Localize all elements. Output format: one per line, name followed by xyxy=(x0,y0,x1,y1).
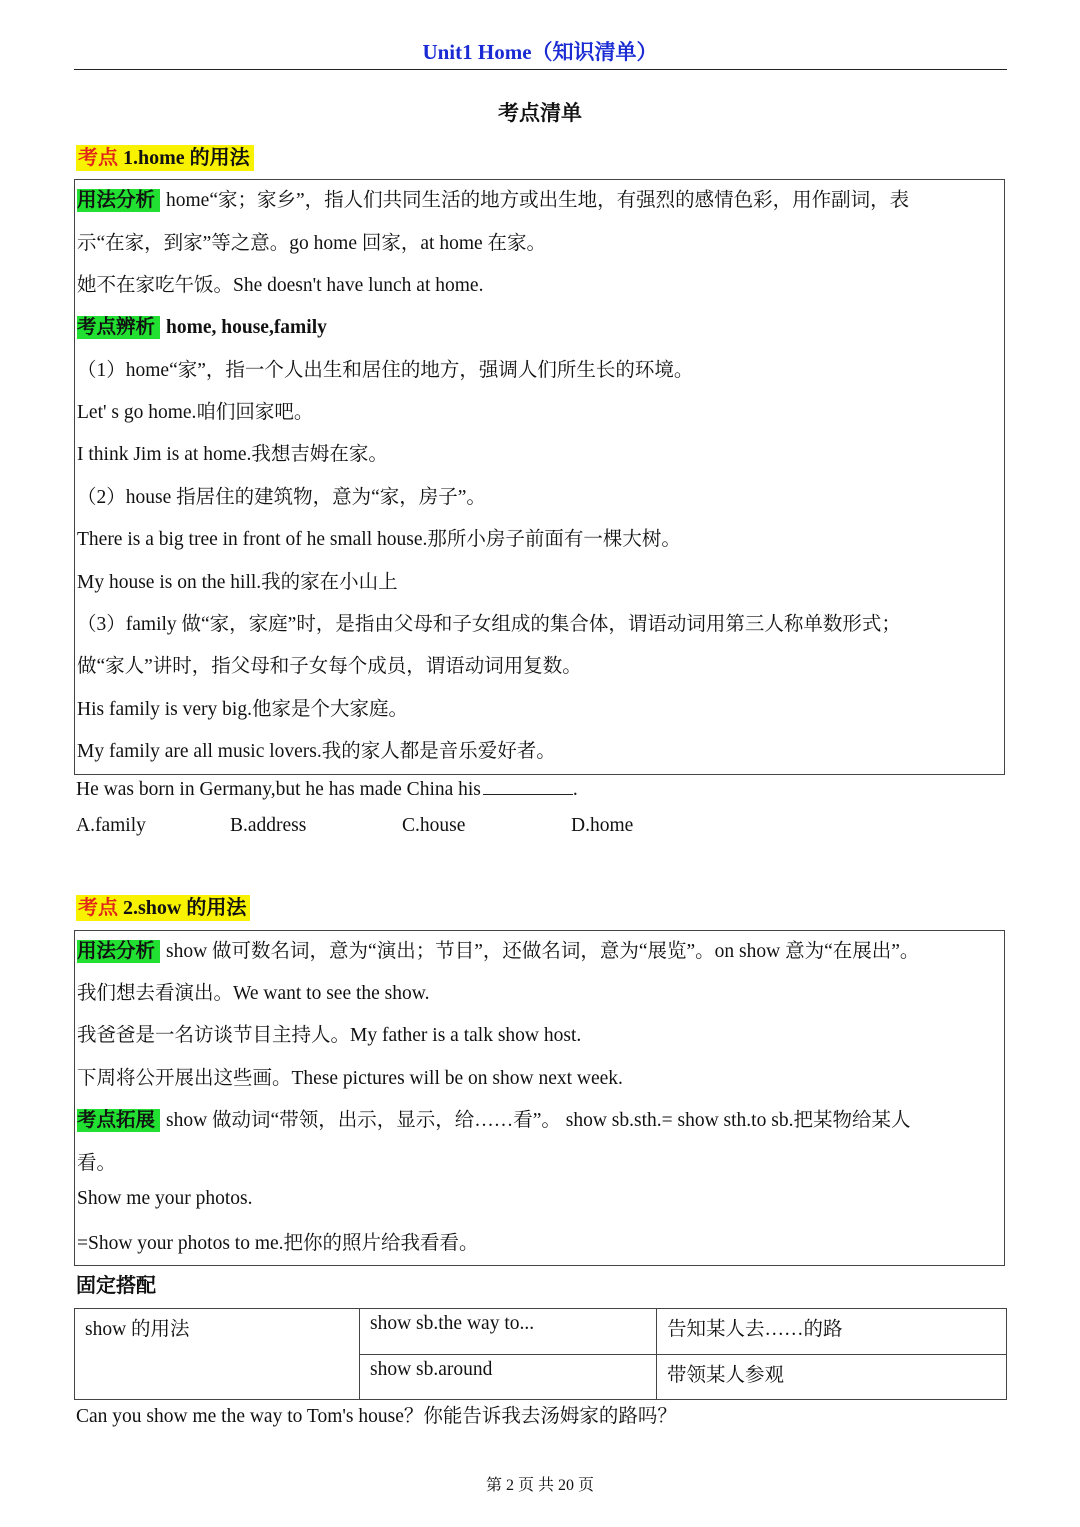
point1-example-line: My house is on the hill.我的家在小山上 xyxy=(77,572,398,593)
point1-example-line: I think Jim is at home.我想吉姆在家。 xyxy=(77,444,388,465)
section-title: 考点清单 xyxy=(498,101,582,125)
compare-words: home, house,family xyxy=(166,317,327,338)
answer-blank xyxy=(483,778,573,795)
point1-example-line: There is a big tree in front of he small house.那所小房子前面有一棵大树。 xyxy=(77,529,681,550)
table-cell-meaning: 告知某人去……的路 xyxy=(657,1309,1007,1355)
point1-example-line: Let' s go home.咱们回家吧。 xyxy=(77,402,314,423)
point1-house-def: （2）house 指居住的建筑物，意为“家，房子”。 xyxy=(77,487,486,508)
usage-text: show 做可数名词，意为“演出；节目”，还做名词，意为“展览”。on show 意为“在展出”。 xyxy=(166,941,920,962)
point2-extend-line1 xyxy=(77,1104,910,1132)
point2-example-line: Show me your photos. xyxy=(77,1188,253,1209)
point1-compare-line xyxy=(77,311,327,339)
usage-analysis-tag: 用法分析 xyxy=(77,940,160,963)
usage-text: home“家；家乡”，指人们共同生活的地方或出生地，有强烈的感情色彩，用作副词，表 xyxy=(166,190,910,211)
point2-example-line: 我爸爸是一名访谈节目主持人。My father is a talk show host. xyxy=(77,1025,582,1046)
option-a: A.family xyxy=(76,815,146,836)
point1-content-box xyxy=(74,179,1005,775)
point1-heading xyxy=(76,141,254,170)
point2-example-line: =Show your photos to me.把你的照片给我看看。 xyxy=(77,1233,479,1254)
compare-analysis-tag: 考点辨析 xyxy=(77,316,160,339)
point1-heading-title: 1.home 的用法 xyxy=(123,147,250,169)
point1-home-def: （1）home“家”，指一个人出生和居住的地方，强调人们所生长的环境。 xyxy=(77,360,694,381)
question-stem xyxy=(76,778,578,801)
point2-heading xyxy=(76,891,250,920)
document-header-title: Unit1 Home（知识清单） xyxy=(422,40,658,64)
point1-example-line: His family is very big.他家是个大家庭。 xyxy=(77,699,408,720)
collocation-table xyxy=(74,1308,1007,1400)
point1-family-def: （3）family 做“家，家庭”时，是指由父母和子女组成的集合体，谓语动词用第三人称单数形式； xyxy=(77,614,901,635)
page-number: 第 2 页 共 20 页 xyxy=(485,1477,594,1494)
point2-heading-prefix: 考点 xyxy=(78,897,118,919)
question-text: He was born in Germany,but he has made China his xyxy=(76,779,481,800)
table-cell-phrase: show sb.around xyxy=(360,1354,657,1400)
question-end: . xyxy=(572,779,578,800)
point1-example-line: My family are all music lovers.我的家人都是音乐爱好者。 xyxy=(77,741,556,762)
point1-example-line: 她不在家吃午饭。She doesn't have lunch at home. xyxy=(77,275,484,296)
usage-analysis-tag: 用法分析 xyxy=(77,189,160,212)
extension-tag: 考点拓展 xyxy=(77,1109,160,1132)
table-cell-meaning: 带领某人参观 xyxy=(657,1354,1007,1400)
point2-example-line: 我们想去看演出。We want to see the show. xyxy=(77,983,430,1004)
point1-heading-prefix: 考点 xyxy=(78,147,118,169)
option-b: B.address xyxy=(230,815,307,836)
point2-usage-line1 xyxy=(77,935,919,963)
extension-text: show 做动词“带领，出示，显示，给……看”。 show sb.sth.= show sth.to sb.把某物给某人 xyxy=(166,1110,911,1131)
point1-usage-line2: 示“在家，到家”等之意。go home 回家，at home 在家。 xyxy=(77,233,547,254)
table-cell-usage: show 的用法 xyxy=(75,1309,360,1400)
table-row xyxy=(75,1309,1007,1355)
table-cell-phrase: show sb.the way to... xyxy=(360,1309,657,1355)
point2-heading-title: 2.show 的用法 xyxy=(123,897,247,919)
point1-family-def-cont: 做“家人”讲时，指父母和子女每个成员，谓语动词用复数。 xyxy=(77,656,582,677)
point2-example-line: 下周将公开展出这些画。These pictures will be on show next week. xyxy=(77,1068,623,1089)
fixed-collocations-title: 固定搭配 xyxy=(76,1275,156,1297)
header-divider xyxy=(74,69,1007,70)
example-sentence: Can you show me the way to Tom's house？你能告诉我去汤姆家的路吗？ xyxy=(76,1406,677,1427)
point2-extend-line2: 看。 xyxy=(77,1153,117,1174)
point1-usage-line1 xyxy=(77,184,909,212)
option-c: C.house xyxy=(402,815,466,836)
point2-content-box xyxy=(74,930,1005,1266)
option-d: D.home xyxy=(571,815,634,836)
